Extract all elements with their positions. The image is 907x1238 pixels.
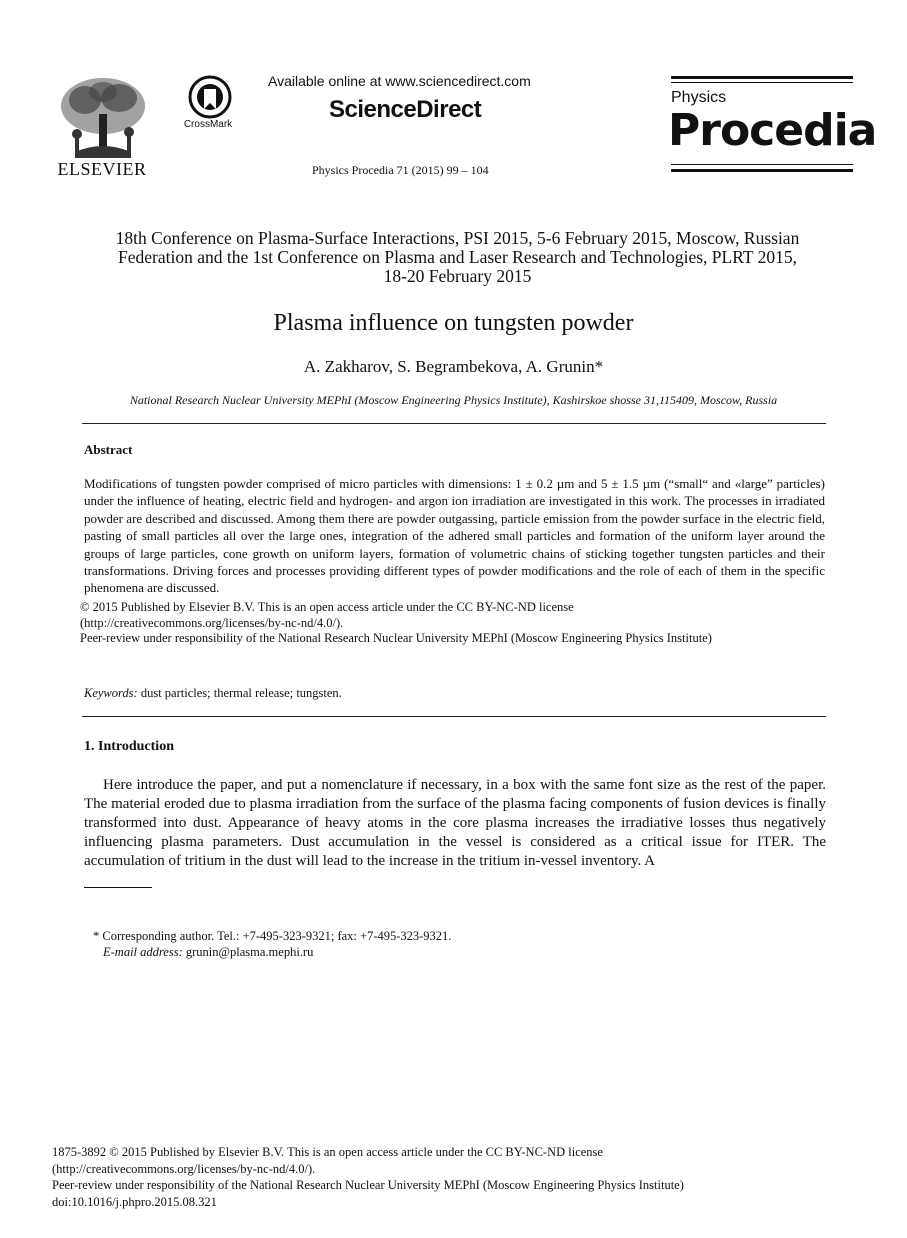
footnote-divider bbox=[84, 887, 152, 888]
journal-logo-rule bbox=[671, 82, 853, 83]
copyright-line: © 2015 Published by Elsevier B.V. This is an open access article under the CC BY-NC-ND license bbox=[80, 600, 574, 614]
footer-doi[interactable]: doi:10.1016/j.phpro.2015.08.321 bbox=[52, 1194, 217, 1209]
paper-authors: A. Zakharov, S. Begrambekova, A. Grunin* bbox=[303, 357, 604, 376]
keywords-list: dust particles; thermal release; tungsten. bbox=[137, 686, 342, 700]
conference-info bbox=[60, 229, 855, 286]
journal-logo-physics: Physics bbox=[671, 89, 727, 106]
copyright-notice bbox=[80, 599, 825, 631]
conference-line: Federation and the 1st Conference on Plasma and Laser Research and Technologies, PLRT 2015, bbox=[118, 247, 797, 267]
email-label: E-mail address: bbox=[103, 945, 183, 959]
journal-logo-procedia: Procedia bbox=[668, 105, 877, 156]
journal-reference: Physics Procedia 71 (2015) 99 – 104 bbox=[312, 163, 489, 177]
footer-peer-review: Peer-review under responsibility of the National Research Nuclear University MEPhI (Moscow Engineering Physics Institute) bbox=[52, 1178, 684, 1193]
conference-line: 18-20 February 2015 bbox=[383, 266, 532, 286]
crossmark-label: CrossMark bbox=[183, 119, 233, 130]
journal-logo-rule bbox=[671, 76, 853, 79]
footer-issn-license: 1875-3892 © 2015 Published by Elsevier B.V. This is an open access article under the CC BY-NC-ND license bbox=[52, 1145, 603, 1159]
author-affiliation: National Research Nuclear University MEPhI (Moscow Engineering Physics Institute), Kashirskoe shosse 31,115409, Moscow, Russia bbox=[129, 393, 778, 407]
abstract-text: Modifications of tungsten powder comprised of micro particles with dimensions: 1 ± 0.2 µm and 5 ± 1.5 µm (“small“ and «large” particles) under the influence of heating, electric field and hydrogen- and argon ion irradiation are investigated in this work. The processes in irradiated powder are described and discussed. Among them there are powder outgassing, particle emission from the powder surface in the electric field, pasting of small particles all over the large ones, integration of the adhered small particles and formation of the uniform layer around the groups of large particles, cone growth on uniform layers, formation of volumetric chains of sticking together tungsten particles and their transformations. Driving forces and processes providing different types of powder modifications and the role of each of them in the specific phenomena are discussed. bbox=[84, 476, 825, 596]
keywords-label: Keywords: bbox=[84, 686, 138, 700]
page-footer bbox=[52, 1144, 852, 1210]
section-divider bbox=[82, 423, 826, 424]
sciencedirect-title: ScienceDirect bbox=[329, 96, 482, 123]
license-link[interactable]: (http://creativecommons.org/licenses/by-nc-nd/4.0/). bbox=[80, 616, 344, 630]
peer-review-notice: Peer-review under responsibility of the National Research Nuclear University MEPhI (Moscow Engineering Physics Institute) bbox=[80, 631, 712, 645]
keywords bbox=[84, 686, 342, 701]
journal-logo-rule bbox=[671, 164, 853, 165]
corresponding-author-note: * Corresponding author. Tel.: +7-495-323-9321; fax: +7-495-323-9321. bbox=[93, 929, 452, 943]
introduction-text: Here introduce the paper, and put a nomenclature if necessary, in a box with the same font size as the rest of the paper. The material eroded due to plasma irradiation from the surface of the plasma facing components of fusion devices is finally transformed into dust. Appearance of heavy atoms in the core plasma increases the irradiative losses thus negatively influencing plasma parameters. Dust accumulation in the vessel is considered as a critical issue for ITER. The accumulation of tritium in the dust will lead to the increase in the tritium in-vessel inventory. A bbox=[84, 777, 826, 869]
available-online-text: Available online at www.sciencedirect.com bbox=[268, 73, 531, 89]
section-divider bbox=[82, 716, 826, 717]
email-note bbox=[103, 945, 313, 960]
conference-line: 18th Conference on Plasma-Surface Interactions, PSI 2015, 5-6 February 2015, Moscow, Russian bbox=[115, 228, 800, 248]
introduction-heading: 1. Introduction bbox=[84, 739, 174, 754]
footer-license-link[interactable]: (http://creativecommons.org/licenses/by-nc-nd/4.0/). bbox=[52, 1161, 316, 1176]
abstract-heading: Abstract bbox=[84, 442, 133, 457]
email-address[interactable]: grunin@plasma.mephi.ru bbox=[182, 945, 314, 959]
paper-title: Plasma influence on tungsten powder bbox=[273, 310, 634, 336]
publisher-name: ELSEVIER bbox=[57, 159, 147, 179]
journal-logo-rule bbox=[671, 169, 853, 172]
